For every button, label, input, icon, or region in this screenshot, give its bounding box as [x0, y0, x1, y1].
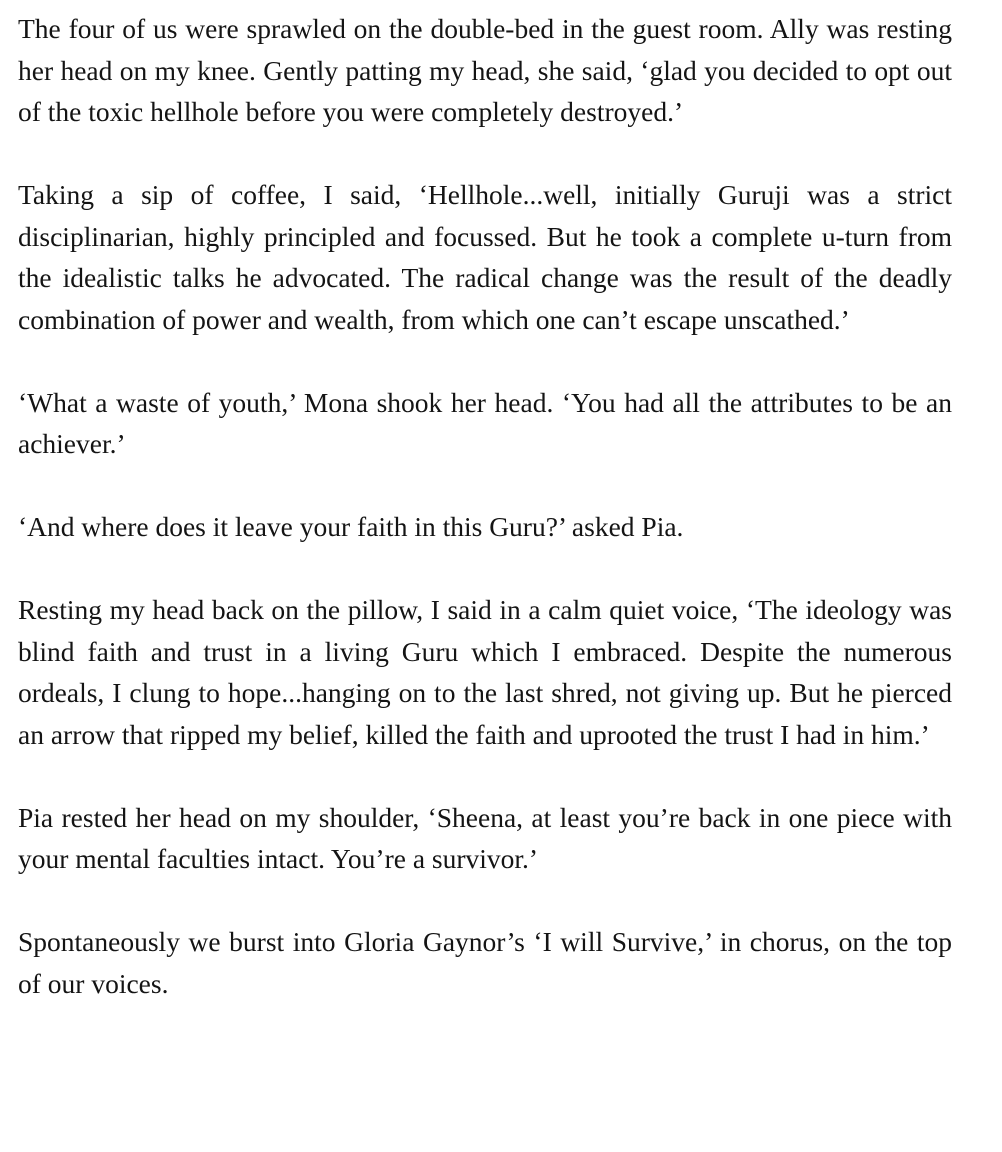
paragraph-7: Spontaneously we burst into Gloria Gaynor’s ‘I will Survive,’ in chorus, on the top of our voices. — [18, 926, 952, 999]
paragraph-3: ‘What a waste of youth,’ Mona shook her head. ‘You had all the attributes to be an achiever.’ — [18, 386, 952, 459]
paragraph-1: The four of us were sprawled on the double-bed in the guest room. Ally was resting her head on my knee. Gently patting my head, she said, ‘glad you decided to opt out of the toxic hellhole before you were completely destroyed.’ — [18, 13, 952, 127]
paragraph-5: Resting my head back on the pillow, I said in a calm quiet voice, ‘The ideology was blind faith and trust in a living Guru which I embraced. Despite the numerous ordeals, I clung to hope...hanging on to the last shred, not giving up. But he pierced an arrow that ripped my belief, killed the faith and uprooted the trust I had in him.’ — [18, 594, 952, 750]
paragraph-2: Taking a sip of coffee, I said, ‘Hellhole...well, initially Guruji was a strict disciplinarian, highly principled and focussed. But he took a complete u-turn from the idealistic talks he advocated. The radical change was the result of the deadly combination of power and wealth, from which one can’t escape unscathed.’ — [18, 179, 952, 335]
document-body — [18, 8, 952, 1004]
paragraph-4: ‘And where does it leave your faith in this Guru?’ asked Pia. — [18, 511, 684, 542]
paragraph-6: Pia rested her head on my shoulder, ‘Sheena, at least you’re back in one piece with your mental faculties intact. You’re a survivor.’ — [18, 801, 952, 874]
